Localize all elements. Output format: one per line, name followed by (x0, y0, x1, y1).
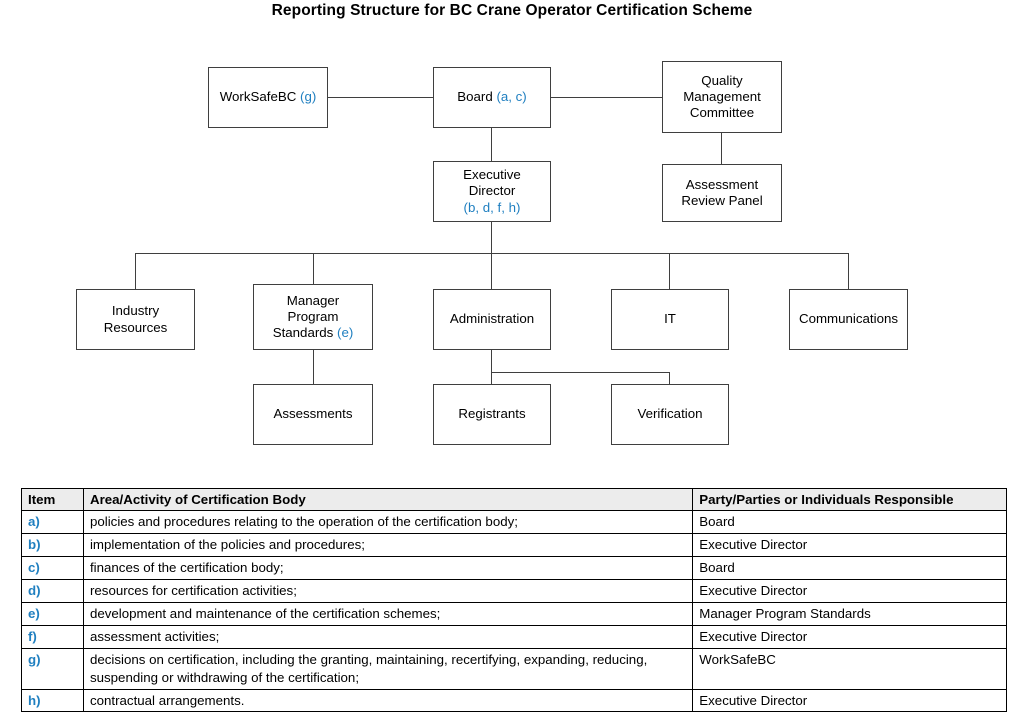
node-manager-line3: Standards (272, 325, 338, 341)
node-it[interactable] (611, 289, 729, 350)
node-industry-line1: Industry (111, 303, 160, 319)
node-worksafebc-tag: (g) (300, 89, 317, 105)
node-exec-line1: Executive (463, 167, 521, 183)
edge-admin-stem (491, 350, 492, 372)
cell-area: resources for certification activities; (83, 579, 692, 602)
node-exec-line2: Director (468, 183, 516, 199)
node-qmc-line2: Management (683, 88, 761, 104)
column-header-party: Party/Parties or Individuals Responsible (693, 489, 1007, 511)
node-arp-label (681, 177, 762, 209)
node-qmc-line3: Committee (689, 105, 755, 121)
node-arp-line2: Review Panel (681, 193, 763, 208)
node-comms-label: Communications (798, 311, 899, 327)
node-manager-line2: Program (287, 308, 339, 324)
edge-admin-verification (669, 372, 670, 384)
table-row (22, 556, 1007, 579)
cell-item: c) (22, 556, 84, 579)
node-verification-label: Verification (637, 406, 703, 422)
edge-qmc-arp (721, 133, 722, 164)
edge-board-qmc (551, 97, 662, 98)
cell-item: d) (22, 579, 84, 602)
org-chart (0, 30, 1024, 480)
cell-party: Board (693, 511, 1007, 534)
node-industry-line2: Resources (103, 319, 168, 335)
cell-party: Board (693, 556, 1007, 579)
cell-item: h) (22, 689, 84, 712)
cell-party: Executive Director (693, 689, 1007, 712)
edge-exec-bus-stem (491, 222, 492, 253)
edge-bus-industry (135, 253, 136, 289)
cell-area: finances of the certification body; (83, 556, 692, 579)
cell-area: policies and procedures relating to the operation of the certification body; (83, 511, 692, 534)
node-board-tag: (a, c) (496, 89, 527, 105)
node-manager-program-standards[interactable] (253, 284, 373, 350)
node-assessment-review-panel[interactable] (662, 164, 782, 222)
edge-board-exec (491, 128, 492, 162)
edge-admin-registrants (491, 372, 492, 384)
table-row (22, 689, 1007, 712)
table-row (22, 533, 1007, 556)
cell-item: f) (22, 625, 84, 648)
node-exec-tag: (b, d, f, h) (463, 199, 521, 215)
table-row (22, 579, 1007, 602)
cell-item: e) (22, 602, 84, 625)
node-qmc-line1: Quality (701, 72, 743, 88)
node-it-label: IT (664, 311, 676, 327)
responsibility-table-wrapper (21, 488, 1007, 712)
node-assessments-label: Assessments (273, 406, 353, 422)
node-executive-director[interactable] (433, 161, 551, 222)
edge-worksafebc-board (328, 97, 434, 98)
page-title: Reporting Structure for BC Crane Operator Certification Scheme (271, 2, 753, 19)
node-administration[interactable] (433, 289, 551, 350)
cell-area: development and maintenance of the certification schemes; (83, 602, 692, 625)
node-exec-label (463, 167, 521, 216)
node-qmc-label (683, 73, 761, 122)
table-row (22, 625, 1007, 648)
node-verification[interactable] (611, 384, 729, 445)
cell-item: g) (22, 648, 84, 689)
node-communications[interactable] (789, 289, 908, 350)
edge-admin-bus (491, 372, 670, 373)
column-header-area: Area/Activity of Certification Body (83, 489, 692, 511)
responsibility-table (21, 488, 1007, 712)
node-assessments[interactable] (253, 384, 373, 445)
cell-party: Manager Program Standards (693, 602, 1007, 625)
node-manager-line1: Manager (286, 292, 340, 308)
cell-party: Executive Director (693, 533, 1007, 556)
node-industry-resources[interactable] (76, 289, 195, 350)
cell-area: implementation of the policies and procedures; (83, 533, 692, 556)
node-arp-line1: Assessment (685, 176, 759, 192)
cell-area: decisions on certification, including the granting, maintaining, recertifying, expanding, reducing, suspending or withdrawing of the certification; (83, 648, 692, 689)
edge-manager-assessments (313, 350, 314, 384)
node-manager-tag: (e) (337, 325, 354, 341)
edge-bus-it (669, 253, 670, 289)
node-board[interactable] (433, 67, 551, 128)
node-industry-label (104, 303, 168, 335)
node-manager-label (273, 293, 354, 342)
node-registrants-label: Registrants (458, 406, 526, 422)
cell-area: assessment activities; (83, 625, 692, 648)
column-header-item: Item (22, 489, 84, 511)
edge-bus-comms (848, 253, 849, 289)
table-row (22, 602, 1007, 625)
cell-party: Executive Director (693, 579, 1007, 602)
node-worksafebc-label: WorkSafeBC (g) (219, 89, 317, 105)
table-body (22, 511, 1007, 712)
cell-area: contractual arrangements. (83, 689, 692, 712)
cell-party: WorkSafeBC (693, 648, 1007, 689)
table-row (22, 511, 1007, 534)
cell-item: a) (22, 511, 84, 534)
cell-party: Executive Director (693, 625, 1007, 648)
node-quality-management-committee[interactable] (662, 61, 782, 133)
cell-item: b) (22, 533, 84, 556)
table-header-row (22, 489, 1007, 511)
node-registrants[interactable] (433, 384, 551, 445)
node-board-label: Board (a, c) (457, 89, 527, 105)
node-worksafebc[interactable] (208, 67, 328, 128)
edge-bus-admin (491, 253, 492, 289)
node-admin-label: Administration (449, 311, 535, 327)
table-row (22, 648, 1007, 689)
